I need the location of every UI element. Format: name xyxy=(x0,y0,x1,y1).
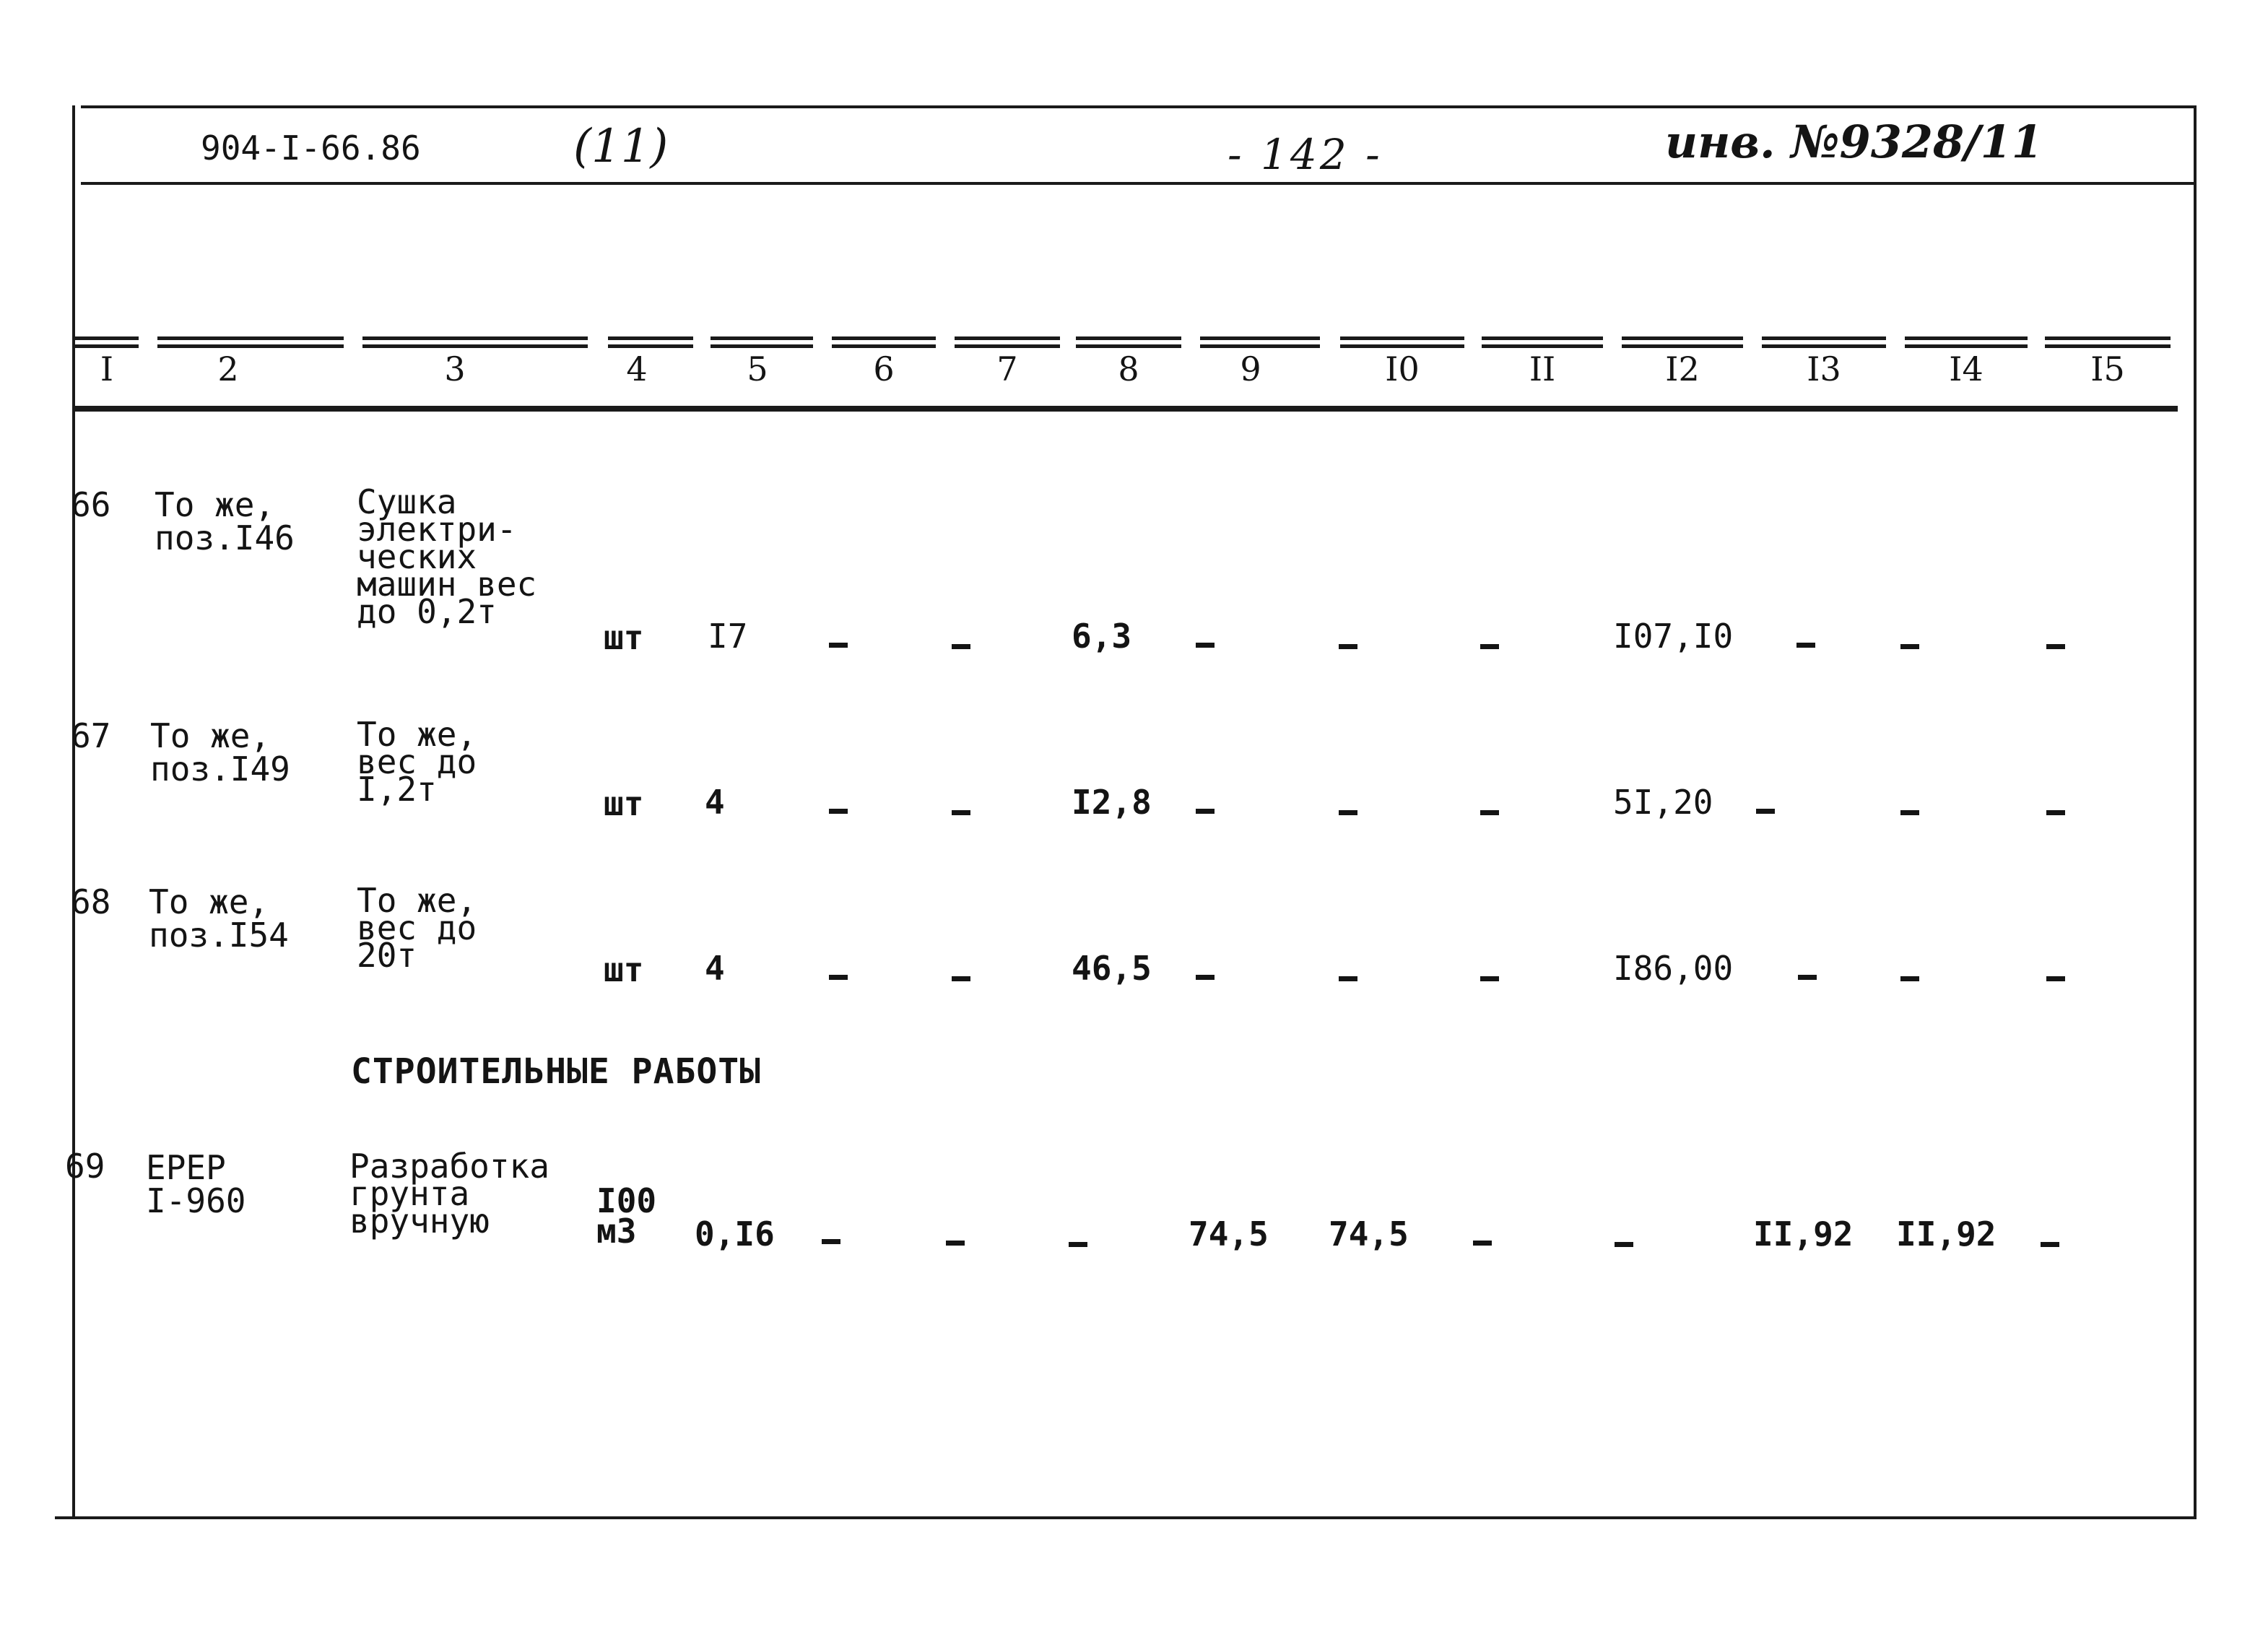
header-rule xyxy=(2045,336,2171,348)
row-unit: шт xyxy=(604,950,644,989)
page-number: - 142 - xyxy=(1228,130,1383,179)
column-number: 5 xyxy=(747,349,768,388)
row-unit: шт xyxy=(604,618,644,657)
header-rule xyxy=(1905,336,2028,348)
table-header-divider xyxy=(72,406,2178,412)
header-rule xyxy=(1762,336,1886,348)
row-number: 66 xyxy=(71,485,111,524)
header-rule xyxy=(1076,336,1181,348)
header-divider xyxy=(81,182,2197,185)
header-rule xyxy=(955,336,1060,348)
header-rule xyxy=(1200,336,1320,348)
row-description: То же, вес до I,2т xyxy=(357,715,477,809)
empty-cell-dash xyxy=(1798,975,1817,980)
column-number: 4 xyxy=(626,349,648,388)
empty-cell-dash xyxy=(1900,810,1919,815)
row-reference: То же, поз.I54 xyxy=(149,882,289,955)
empty-cell-dash xyxy=(1339,644,1357,649)
header-rule xyxy=(1340,336,1464,348)
frame-top-border xyxy=(81,105,2197,108)
empty-cell-dash xyxy=(946,1241,965,1246)
row-number: 67 xyxy=(71,716,111,755)
row-col8-value: 46,5 xyxy=(1072,949,1152,988)
column-number: I4 xyxy=(1949,349,1984,388)
empty-cell-dash xyxy=(1196,809,1215,814)
empty-cell-dash xyxy=(822,1239,840,1244)
row-description: Разработка грунта вручную xyxy=(349,1147,549,1241)
empty-cell-dash xyxy=(1900,644,1919,649)
row-description: Сушка электри- ческих машин вес до 0,2т xyxy=(357,482,537,631)
document-code: 904-I-66.86 xyxy=(201,129,421,168)
empty-cell-dash xyxy=(952,810,970,815)
column-number: I5 xyxy=(2090,349,2125,388)
empty-cell-dash xyxy=(2046,976,2065,981)
row-description: То же, вес до 20т xyxy=(357,881,477,975)
header-rule xyxy=(157,336,344,348)
row-unit: шт xyxy=(604,784,644,823)
empty-cell-dash xyxy=(1196,643,1215,648)
row-col13-value: II,92 xyxy=(1753,1215,1854,1254)
row-col12-value: 5I,20 xyxy=(1613,783,1713,822)
column-number: 2 xyxy=(217,349,239,388)
empty-cell-dash xyxy=(2046,644,2065,649)
row-col12-value: I07,I0 xyxy=(1613,617,1734,656)
empty-cell-dash xyxy=(1480,976,1499,981)
row-col10-value: 74,5 xyxy=(1329,1215,1409,1254)
frame-bottom-border xyxy=(55,1516,2197,1519)
empty-cell-dash xyxy=(1196,975,1215,980)
empty-cell-dash xyxy=(1615,1242,1633,1247)
empty-cell-dash xyxy=(1796,643,1815,648)
column-number: I xyxy=(100,349,114,388)
row-reference: То же, поз.I46 xyxy=(155,485,295,557)
empty-cell-dash xyxy=(1756,809,1775,814)
column-number: 6 xyxy=(873,349,895,388)
empty-cell-dash xyxy=(1069,1242,1087,1247)
empty-cell-dash xyxy=(2041,1242,2059,1247)
header-rule xyxy=(1622,336,1743,348)
row-number: 69 xyxy=(65,1147,105,1186)
column-number: I2 xyxy=(1665,349,1700,388)
empty-cell-dash xyxy=(829,643,848,648)
empty-cell-dash xyxy=(2046,810,2065,815)
row-quantity: 4 xyxy=(705,783,725,822)
column-number: I0 xyxy=(1385,349,1420,388)
empty-cell-dash xyxy=(1480,644,1499,649)
header-rule xyxy=(75,336,139,348)
row-col14-value: II,92 xyxy=(1896,1215,1997,1254)
inventory-number: инв. №9328/11 xyxy=(1665,116,2043,168)
header-rule xyxy=(711,336,813,348)
section-title: СТРОИТЕЛЬНЫЕ РАБОТЫ xyxy=(351,1051,762,1092)
empty-cell-dash xyxy=(952,976,970,981)
row-unit: I00 м3 xyxy=(596,1181,657,1251)
empty-cell-dash xyxy=(1480,810,1499,815)
row-col8-value: I2,8 xyxy=(1072,783,1152,822)
empty-cell-dash xyxy=(1473,1241,1492,1246)
header-rule xyxy=(608,336,693,348)
column-number: 3 xyxy=(444,349,466,388)
column-number: 9 xyxy=(1240,349,1261,388)
column-number: 8 xyxy=(1118,349,1139,388)
empty-cell-dash xyxy=(829,809,848,814)
column-number: 7 xyxy=(996,349,1018,388)
header-rule xyxy=(362,336,588,348)
row-reference: ЕРЕР I-960 xyxy=(146,1148,246,1220)
row-quantity: 0,I6 xyxy=(695,1215,775,1254)
empty-cell-dash xyxy=(829,975,848,980)
empty-cell-dash xyxy=(1900,976,1919,981)
empty-cell-dash xyxy=(1339,810,1357,815)
row-number: 68 xyxy=(71,882,111,921)
row-quantity: I7 xyxy=(708,617,748,656)
header-rule xyxy=(832,336,936,348)
empty-cell-dash xyxy=(952,644,970,649)
row-quantity: 4 xyxy=(705,949,725,988)
column-number: I3 xyxy=(1807,349,1841,388)
row-col12-value: I86,00 xyxy=(1613,949,1734,988)
sheet-code: (11) xyxy=(573,120,669,173)
header-rule xyxy=(1482,336,1603,348)
column-number: II xyxy=(1529,349,1556,388)
frame-right-border xyxy=(2194,105,2197,1516)
row-col9-value: 74,5 xyxy=(1189,1215,1269,1254)
row-reference: То же, поз.I49 xyxy=(150,716,290,789)
row-col8-value: 6,3 xyxy=(1072,617,1132,656)
frame-left-border xyxy=(72,105,75,1516)
empty-cell-dash xyxy=(1339,976,1357,981)
